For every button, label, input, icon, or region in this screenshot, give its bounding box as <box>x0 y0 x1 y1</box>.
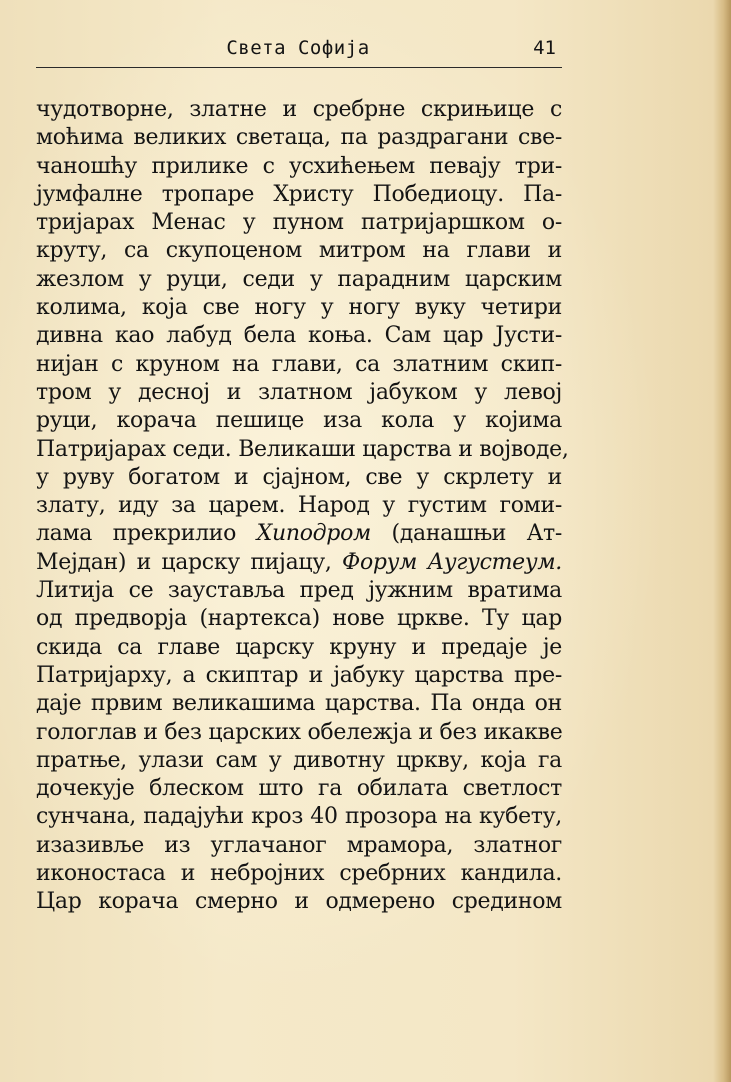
text-line: јумфалне тропаре Христу Победиоцу. Па- <box>36 181 562 207</box>
text-line: Патријарах седи. Великаши царства и војводе, <box>36 436 569 462</box>
text-line: нијан с круном на глави, са златним скип- <box>36 351 562 377</box>
text-line: скида са главе царску круну и предаје је <box>36 634 562 660</box>
text-line: колима, која све ногу у ногу вуку четири <box>36 295 562 321</box>
text-line: дочекује блеском што га обилата светлост <box>36 776 562 802</box>
text-line: даје првим великашима царства. Па онда он <box>36 691 562 717</box>
text-line: изазивље из углачаног мрамора, златног <box>36 832 562 858</box>
text-segment: (данашњи Ат- <box>391 521 563 547</box>
text-line: гологлав и без царских обележја и без икакве <box>36 719 563 745</box>
text-line: сунчана, падајући кроз 40 прозора на кубету, <box>36 804 562 830</box>
text-line: у руву богатом и сјајном, све у скрлету и <box>36 464 562 490</box>
text-line: моћима великих светаца, па раздрагани све- <box>36 125 562 151</box>
text-line: жезлом у руци, седи у парадним царским <box>36 266 562 292</box>
text-line: Патријарху, а скиптар и јабуку царства пре- <box>36 662 562 688</box>
text-line: чудотворне, златне и сребрне скрињице с <box>36 97 562 122</box>
italic-term: Форум Аугустеум. <box>341 549 562 575</box>
page-edge-shadow <box>713 0 731 1082</box>
page-header <box>36 34 560 64</box>
text-line: руци, корача пешице иза кола у којима <box>36 408 562 434</box>
text-segment: Мејдан) и царску пијацу, <box>36 549 332 575</box>
italic-term: Хиподром <box>256 521 371 547</box>
text-segment: лама прекрилио <box>36 521 237 547</box>
text-line: дивна као лабуд бела коња. Сам цар Јусти- <box>36 323 562 349</box>
text-line: злату, иду за царем. Народ у густим гоми- <box>36 493 562 519</box>
text-line: чаношћу прилике с усхићењем певају три- <box>36 153 562 179</box>
text-line: Литија се зауставља пред јужним вратима <box>36 578 562 604</box>
text-line: пратње, улази сам у дивотну цркву, која га <box>36 747 562 773</box>
text-line-mixed <box>36 549 562 577</box>
header-rule <box>36 67 562 68</box>
text-line: тријарах Менас у пуном патријаршком о- <box>36 210 562 236</box>
text-line: тром у десној и златном јабуком у левој <box>36 379 562 405</box>
page-number: 41 <box>533 37 556 59</box>
text-line: од предворја (нартекса) нове цркве. Ту цар <box>36 606 562 632</box>
text-line-mixed <box>36 520 562 548</box>
running-title: Света Софија <box>226 37 370 59</box>
text-line: иконостаса и небројних сребрних кандила. <box>36 861 562 887</box>
text-line: круту, са скупоценом митром на глави и <box>36 238 562 264</box>
body-text <box>36 96 569 917</box>
text-line: Цар корача смерно и одмерено средином <box>36 889 562 915</box>
